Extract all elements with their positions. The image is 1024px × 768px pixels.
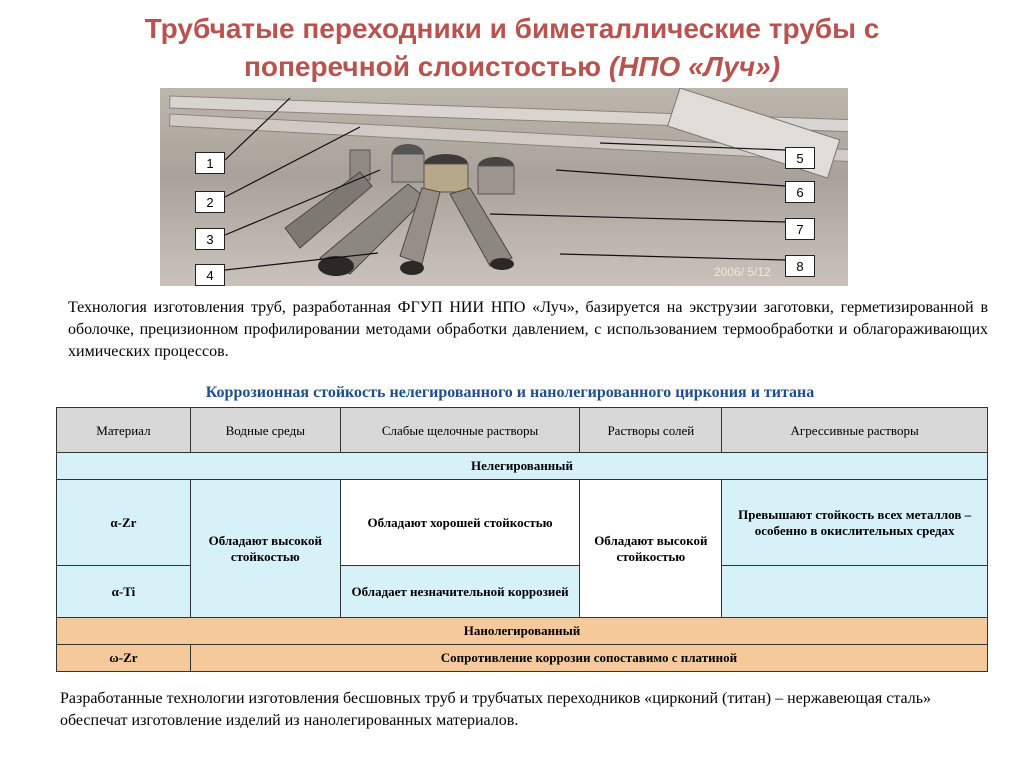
section-row-nano bbox=[57, 618, 988, 645]
header-salts: Растворы солей bbox=[580, 408, 722, 453]
section-row-unalloyed bbox=[57, 453, 988, 480]
wzr-value: Сопротивление коррозии сопоставимо с платиной bbox=[190, 645, 987, 672]
section-nano: Нанолегированный bbox=[57, 618, 988, 645]
table-row-azr bbox=[57, 480, 988, 566]
callout-label-2: 2 bbox=[195, 191, 225, 213]
title-line-1: Трубчатые переходники и биметаллические трубы с bbox=[144, 13, 880, 44]
header-alkaline: Слабые щелочные растворы bbox=[340, 408, 580, 453]
callout-label-1: 1 bbox=[195, 152, 225, 174]
material-ati: α-Ti bbox=[57, 566, 191, 618]
water-value: Обладают высокой стойкостью bbox=[190, 480, 340, 618]
callout-label-8: 8 bbox=[785, 255, 815, 277]
corrosion-table bbox=[56, 407, 988, 672]
outro-paragraph: Разработанные технологии изготовления бесшовных труб и трубчатых переходников «цирконий (титан) – нержавеющая сталь» обеспечат изготовление изделий из нанолегированных материалов. bbox=[60, 690, 932, 729]
callout-label-3: 3 bbox=[195, 228, 225, 250]
photo-stamp: 2006/ 5/12 bbox=[714, 265, 771, 279]
callout-label-5: 5 bbox=[785, 147, 815, 169]
title-line-2-text: поперечной слоистостью bbox=[243, 51, 609, 82]
table-row-wzr bbox=[57, 645, 988, 672]
table-title: Коррозионная стойкость нелегированного и нанолегированного циркония и титана bbox=[205, 384, 815, 401]
table-header-row bbox=[57, 408, 988, 453]
material-azr: α-Zr bbox=[57, 480, 191, 566]
salts-value: Обладают высокой стойкостью bbox=[580, 480, 722, 618]
alkaline-ati: Обладает незначительной коррозией bbox=[340, 566, 580, 618]
aggressive-ati bbox=[722, 566, 988, 618]
callout-label-7: 7 bbox=[785, 218, 815, 240]
callout-lines bbox=[0, 0, 1024, 300]
header-water: Водные среды bbox=[190, 408, 340, 453]
material-wzr: ω-Zr bbox=[57, 645, 191, 672]
section-unalloyed: Нелегированный bbox=[57, 453, 988, 480]
aggressive-azr: Превышают стойкость всех металлов – особенно в окислительных средах bbox=[722, 480, 988, 566]
header-aggressive: Агрессивные растворы bbox=[722, 408, 988, 453]
intro-paragraph: Технология изготовления труб, разработанная ФГУП НИИ НПО «Луч», базируется на экструзии заготовки, герметизированной в оболочке, прецизионном профилировании методами обработки давлением, с использованием термообработки и облагораживающих химических процессов. bbox=[68, 299, 988, 360]
alkaline-azr: Обладают хорошей стойкостью bbox=[340, 480, 580, 566]
title-org: (НПО «Луч») bbox=[608, 51, 781, 82]
callout-label-4: 4 bbox=[195, 264, 225, 286]
callout-label-6: 6 bbox=[785, 181, 815, 203]
header-material: Материал bbox=[57, 408, 191, 453]
